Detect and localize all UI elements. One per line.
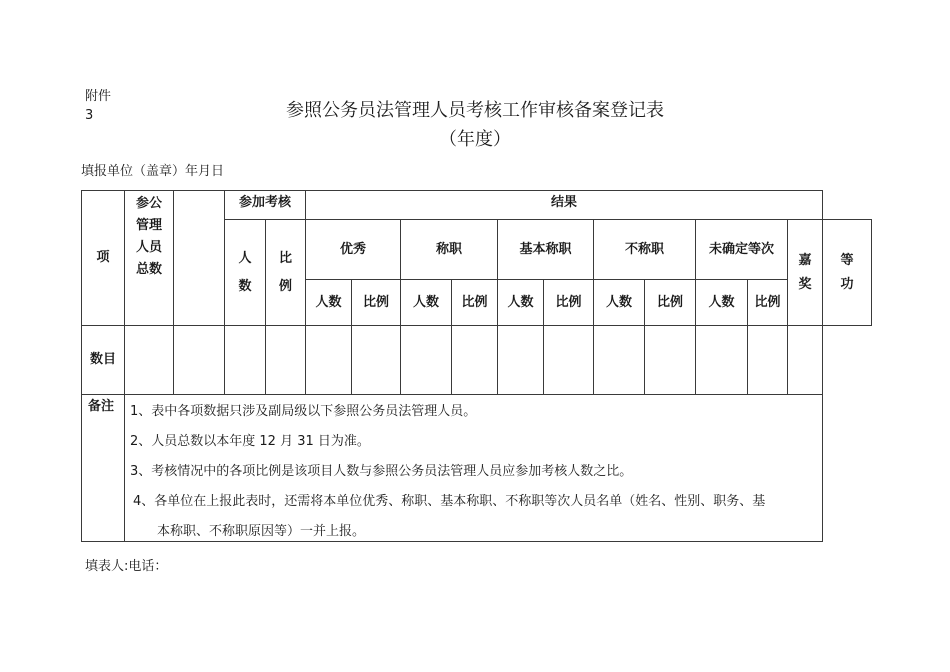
header-row-1 — [82, 191, 872, 220]
undetermined-header: 未确定等次 — [696, 220, 788, 280]
merit-text: 等功 — [840, 252, 854, 292]
competent-count-header: 人数 — [401, 280, 452, 326]
competent-ratio-header: 比例 — [452, 280, 498, 326]
incompetent-count-header: 人数 — [594, 280, 645, 326]
competent-header: 称职 — [401, 220, 498, 280]
data-cell — [225, 326, 266, 395]
incompetent-ratio-header: 比例 — [645, 280, 696, 326]
commend-text: 嘉奖 — [798, 252, 812, 292]
basic-competent-header: 基本称职 — [498, 220, 594, 280]
commend-header — [788, 220, 823, 326]
data-cell — [452, 326, 498, 395]
participate-header: 参加考核 — [225, 191, 306, 220]
result-header: 结果 — [306, 191, 823, 220]
fill-unit-line: 填报单位（盖章）年月日 — [81, 164, 225, 179]
participate-ratio-header — [266, 220, 306, 326]
document-subtitle: （年度） — [439, 129, 511, 150]
data-cell — [352, 326, 401, 395]
attachment-text: 附件 — [85, 89, 112, 104]
remark-3: 3、考核情况中的各项比例是该项目人数与参照公务员法管理人员应参加考核人数之比。 — [130, 464, 633, 479]
excellent-ratio-header: 比例 — [352, 280, 401, 326]
data-cell — [401, 326, 452, 395]
basic-count-header: 人数 — [498, 280, 544, 326]
total-staff-header — [125, 191, 174, 326]
count-row-label: 数目 — [82, 326, 125, 395]
data-row — [82, 326, 872, 395]
attachment-number: 3 — [85, 108, 94, 123]
remark-label: 备注 — [82, 395, 125, 542]
data-cell — [125, 326, 174, 395]
remark-2: 2、人员总数以本年度 12 月 31 日为准。 — [130, 434, 370, 449]
basic-ratio-header: 比例 — [544, 280, 594, 326]
blank-header — [174, 191, 225, 326]
merit-header — [823, 220, 872, 326]
data-cell — [696, 326, 748, 395]
excellent-count-header: 人数 — [306, 280, 352, 326]
item-header: 项 — [82, 191, 125, 326]
data-cell — [266, 326, 306, 395]
remarks-cell — [125, 395, 823, 542]
data-cell — [788, 326, 823, 395]
incompetent-header: 不称职 — [594, 220, 696, 280]
total-staff-header-text: 参公管理人员总数 — [135, 196, 162, 277]
document-title: 参照公务员法管理人员考核工作审核备案登记表 — [286, 100, 664, 121]
participate-count-text: 人数 — [238, 250, 252, 294]
remark-1: 1、表中各项数据只涉及副局级以下参照公务员法管理人员。 — [130, 404, 477, 419]
participate-count-header — [225, 220, 266, 326]
undetermined-ratio-header: 比例 — [748, 280, 788, 326]
remarks-row — [82, 395, 872, 542]
undetermined-count-header: 人数 — [696, 280, 748, 326]
remark-4: 4、各单位在上报此表时，还需将本单位优秀、称职、基本称职、不称职等次人员名单（姓名、性别、职务、基 — [133, 494, 766, 509]
data-cell — [594, 326, 645, 395]
data-cell — [748, 326, 788, 395]
participate-ratio-text: 比例 — [278, 250, 292, 294]
data-cell — [174, 326, 225, 395]
registration-table — [81, 190, 872, 542]
data-cell — [544, 326, 594, 395]
excellent-header: 优秀 — [306, 220, 401, 280]
data-cell — [498, 326, 544, 395]
data-cell — [645, 326, 696, 395]
remark-4-continued: 本称职、不称职原因等）一并上报。 — [157, 524, 366, 539]
filler-line: 填表人:电话： — [85, 559, 168, 574]
data-cell — [306, 326, 352, 395]
